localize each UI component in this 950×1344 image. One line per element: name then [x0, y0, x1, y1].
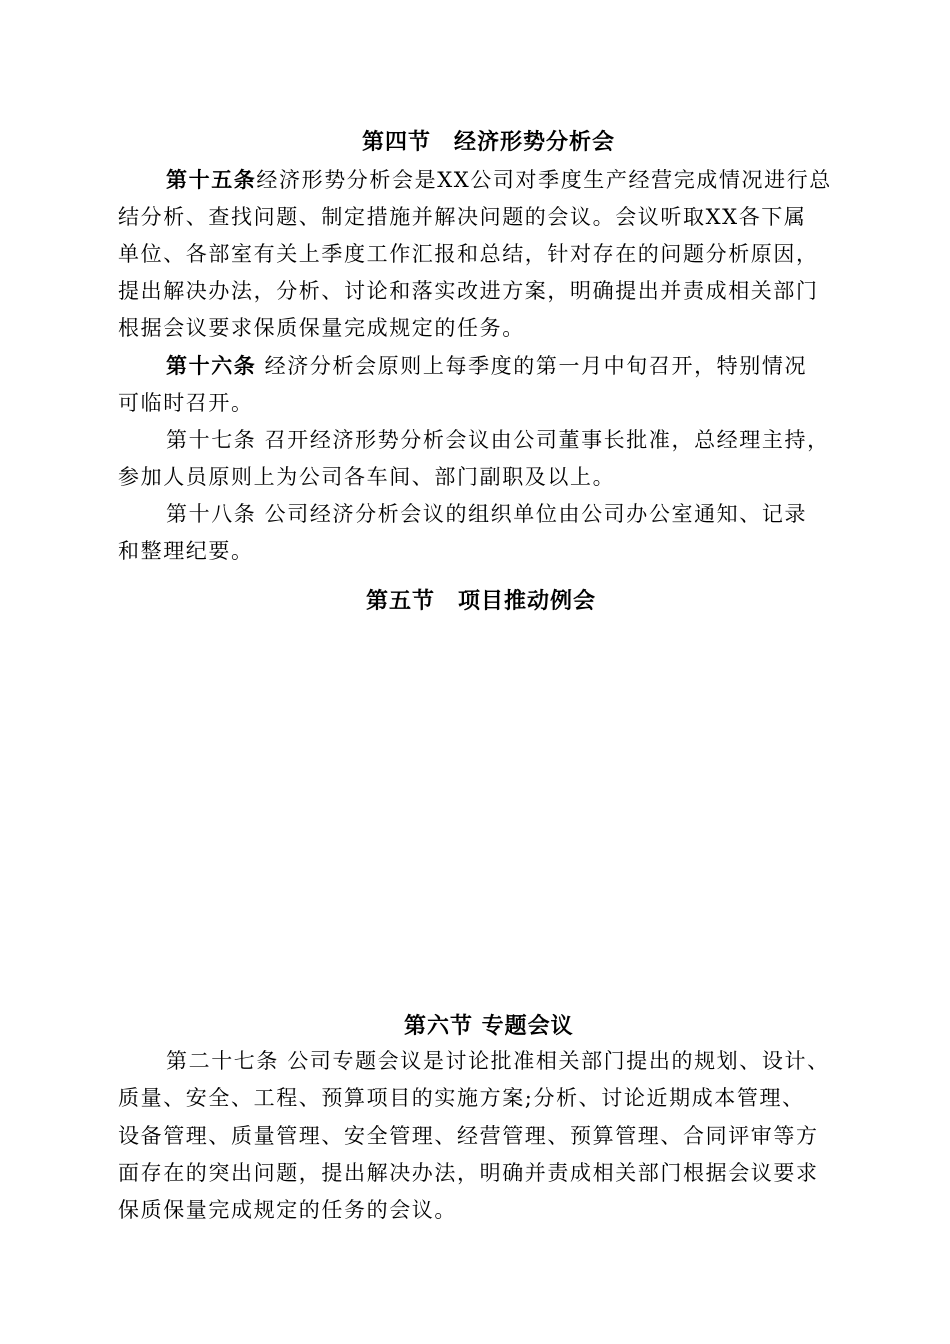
section-5-title: 第五节 项目推动例会	[366, 588, 597, 614]
article-27-line-3: 设备管理、质量管理、安全管理、经营管理、预算管理、合同评审等方	[118, 1124, 819, 1148]
article-17-line-2: 参加人员原则上为公司各车间、部门副职及以上。	[118, 465, 616, 489]
article-16-line-2: 可临时召开。	[118, 391, 254, 415]
article-27-line-5: 保质保量完成规定的任务的会议。	[118, 1198, 457, 1222]
article-15-text-1: 经济形势分析会是XX公司对季度生产经营完成情况进行总	[256, 168, 832, 192]
article-15-line-4: 提出解决办法，分析、讨论和落实改进方案，明确提出并责成相关部门	[118, 279, 819, 303]
article-17-line-1: 第十七条 召开经济形势分析会议由公司董事长批准，总经理主持，	[166, 428, 830, 452]
article-15-line-2: 结分析、查找问题、制定措施并解决问题的会议。会议听取XX各下属	[118, 205, 807, 229]
article-15-line-5: 根据会议要求保质保量完成规定的任务。	[118, 316, 525, 340]
article-16-lead: 第十六条	[166, 353, 257, 378]
article-15-lead: 第十五条	[166, 167, 257, 192]
article-27-line-1: 第二十七条 公司专题会议是讨论批准相关部门提出的规划、设计、	[166, 1049, 830, 1073]
article-15-line-1	[166, 164, 926, 196]
section-6-title: 第六节 专题会议	[404, 1013, 574, 1039]
article-15-line-3: 单位、各部室有关上季度工作汇报和总结，针对存在的问题分析原因，	[118, 242, 819, 266]
article-27-line-2: 质量、安全、工程、预算项目的实施方案;分析、讨论近期成本管理、	[118, 1086, 805, 1110]
article-18-line-2: 和整理纪要。	[118, 539, 254, 563]
article-18-line-1: 第十八条 公司经济分析会议的组织单位由公司办公室通知、记录	[166, 502, 808, 526]
section-4-title: 第四节 经济形势分析会	[362, 129, 616, 155]
article-27-line-4: 面存在的突出问题，提出解决办法，明确并责成相关部门根据会议要求	[118, 1161, 819, 1185]
article-16-line-1	[166, 350, 926, 382]
article-16-text-1: 经济分析会原则上每季度的第一月中旬召开，特别情况	[256, 354, 808, 378]
